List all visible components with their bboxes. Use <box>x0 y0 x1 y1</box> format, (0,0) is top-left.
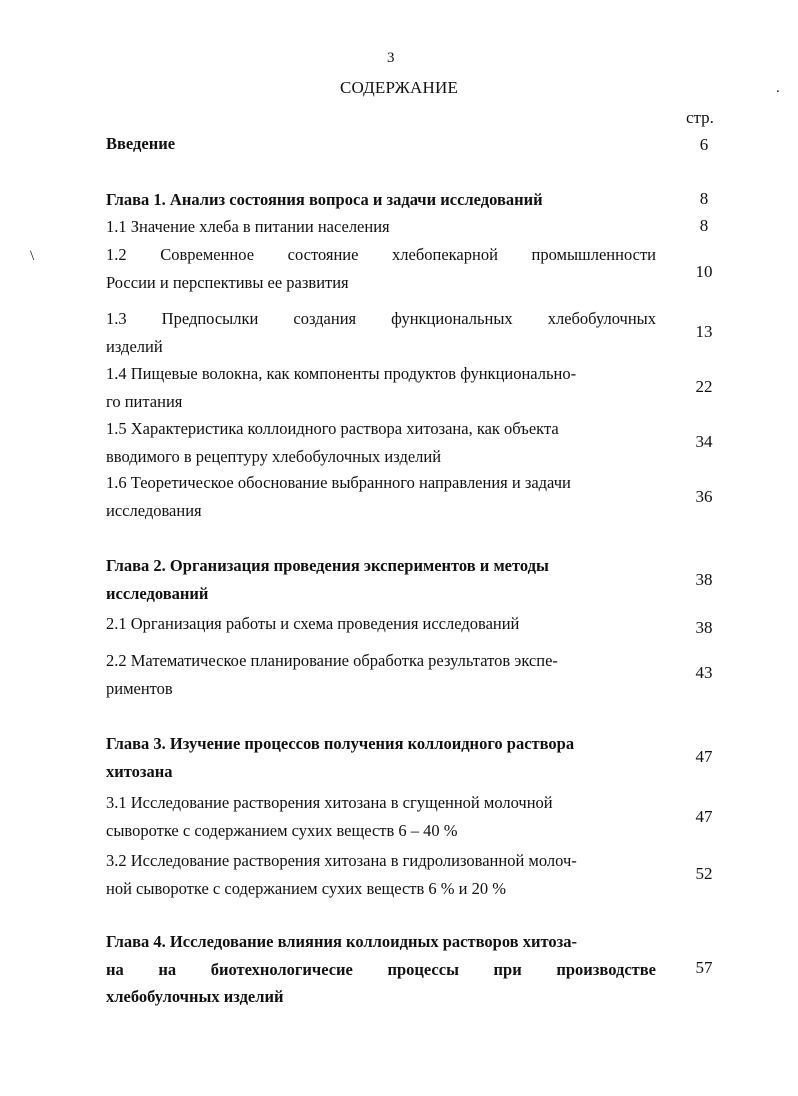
toc-section-1-2: 1.2 Современное состояние хлебопекарной промышленности России и перспективы ее развития <box>106 245 656 292</box>
toc-page-section-2-2: 43 <box>695 663 713 682</box>
toc-title: СОДЕРЖАНИЕ <box>339 78 459 97</box>
toc-section-1-3: 1.3 Предпосылки создания функциональных хлебобулочных изделий <box>106 309 656 356</box>
toc-page-section-3-1: 47 <box>695 807 713 826</box>
toc-page-chapter-1: 8 <box>699 189 709 208</box>
toc-page-section-3-2: 52 <box>695 864 713 883</box>
toc-section-3-1: 3.1 Исследование растворения хитозана в сгущенной молочной сыворотке с содержанием сухих веществ 6 – 40 % <box>106 793 553 840</box>
toc-chapter-4: Глава 4. Исследование влияния коллоидных растворов хитоза- на на биотехнологичесие процессы при производстве хлебобулочных изделий <box>106 932 656 1006</box>
toc-page-section-1-1: 8 <box>699 216 709 235</box>
page-number: 3 <box>387 50 395 66</box>
toc-section-3-2: 3.2 Исследование растворения хитозана в гидролизованной молоч- ной сыворотке с содержанием сухих веществ 6 % и 20 % <box>106 851 577 898</box>
toc-section-1-1: 1.1 Значение хлеба в питании населения <box>106 217 390 236</box>
scan-mark-dot: . <box>776 80 780 96</box>
toc-page-section-1-3: 13 <box>695 322 713 341</box>
toc-entry-intro: Введение <box>106 134 176 153</box>
toc-page-chapter-4: 57 <box>695 958 713 977</box>
scan-mark-left: \ <box>30 248 35 264</box>
toc-section-2-2: 2.2 Математическое планирование обработка результатов экспе- риментов <box>106 651 558 698</box>
toc-page-section-1-5: 34 <box>695 432 713 451</box>
toc-page-section-1-2: 10 <box>695 262 713 281</box>
toc-page-chapter-2: 38 <box>695 570 713 589</box>
toc-page-section-1-6: 36 <box>695 487 713 506</box>
toc-section-1-6: 1.6 Теоретическое обоснование выбранного направления и задачи исследования <box>106 473 571 520</box>
toc-page-intro: 6 <box>699 135 709 154</box>
toc-section-1-4: 1.4 Пищевые волокна, как компоненты продуктов функционально- го питания <box>106 364 577 411</box>
toc-page-section-1-4: 22 <box>695 377 713 396</box>
toc-chapter-1: Глава 1. Анализ состояния вопроса и задачи исследований <box>106 190 543 209</box>
toc-section-1-5: 1.5 Характеристика коллоидного раствора хитозана, как объекта вводимого в рецептуру хлебобулочных изделий <box>106 419 559 466</box>
toc-chapter-3: Глава 3. Изучение процессов получения коллоидного раствора хитозана <box>106 734 575 781</box>
toc-section-2-1: 2.1 Организация работы и схема проведения исследований <box>106 614 520 633</box>
toc-page-chapter-3: 47 <box>695 747 713 766</box>
toc-page-section-2-1: 38 <box>695 618 713 637</box>
page-column-label: стр. <box>686 108 714 127</box>
toc-chapter-2: Глава 2. Организация проведения экспериментов и методы исследований <box>106 556 549 603</box>
